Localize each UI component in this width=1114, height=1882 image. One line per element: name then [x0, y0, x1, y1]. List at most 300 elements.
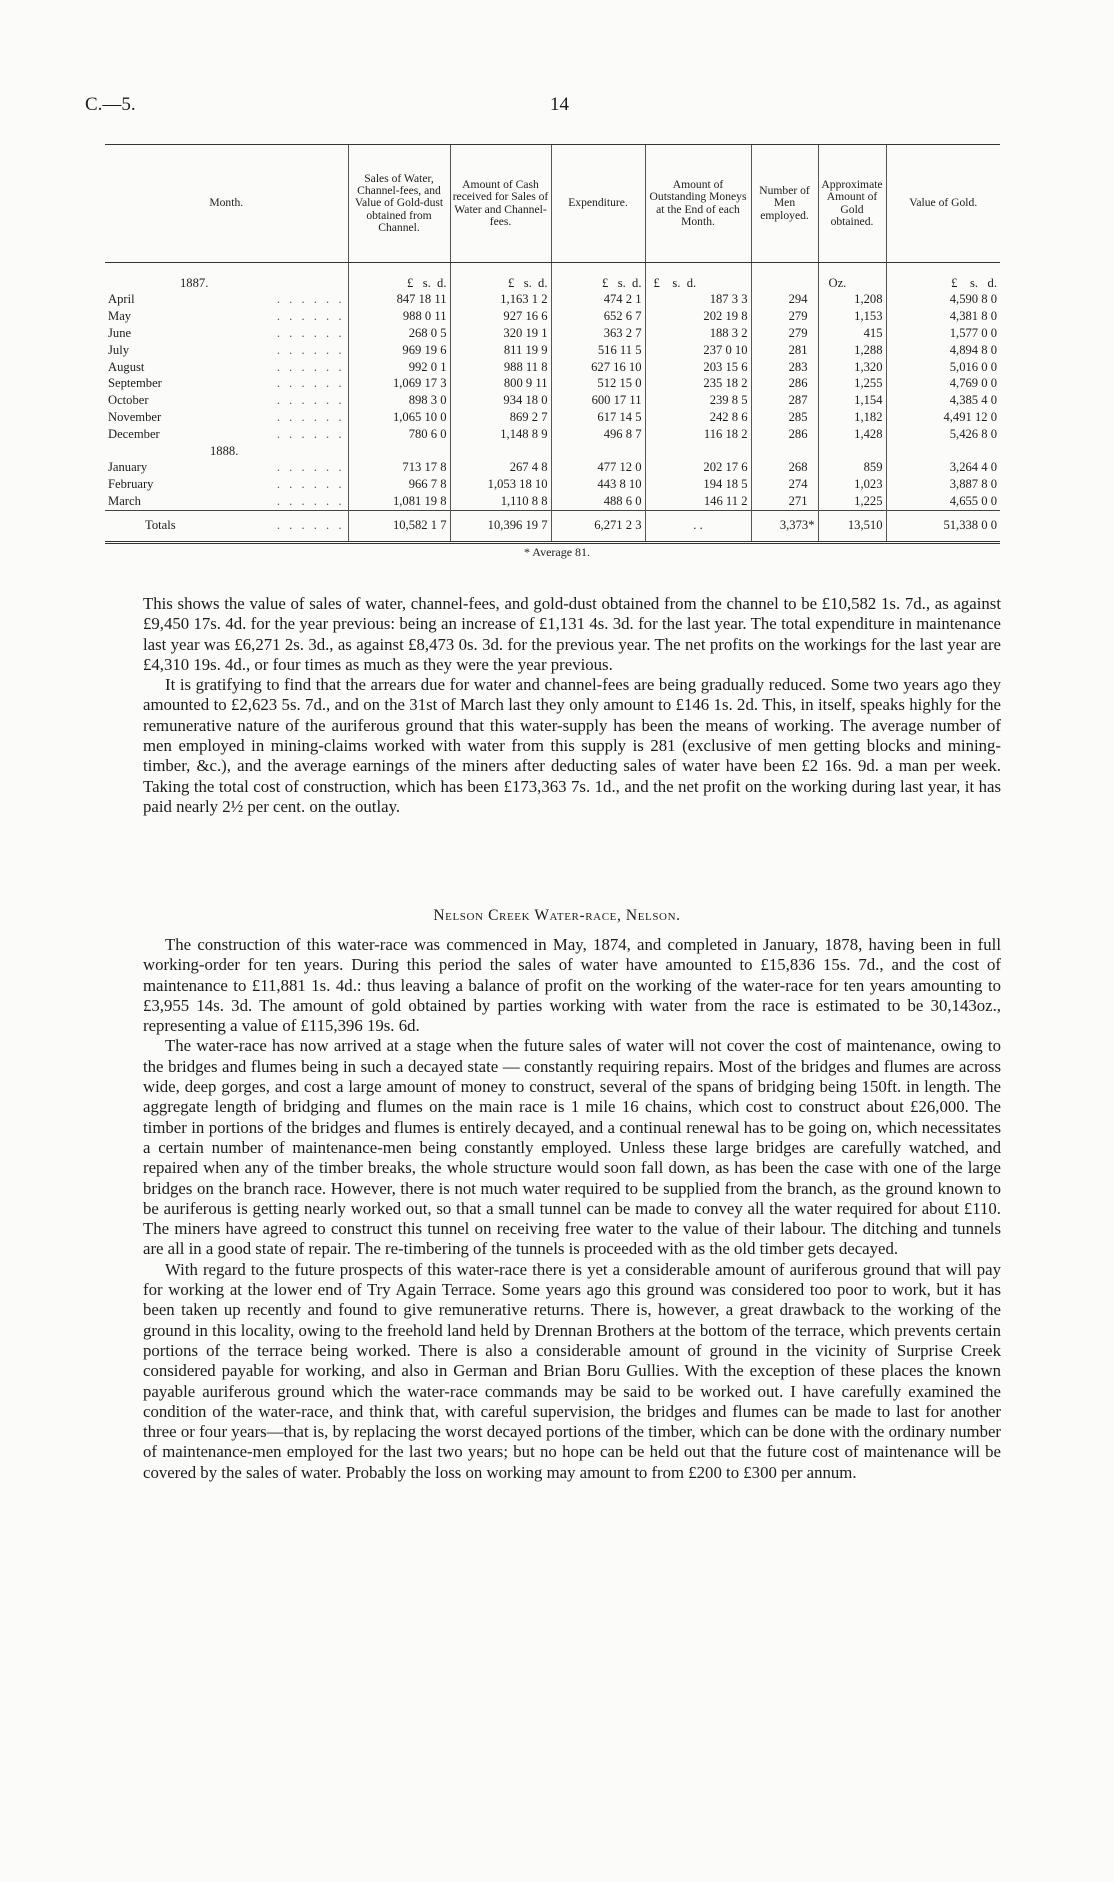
shillings: 8 — [981, 309, 988, 324]
shillings: 18 — [725, 477, 739, 492]
pounds: 51,338 — [943, 518, 979, 533]
pounds: 3,264 — [949, 460, 979, 475]
pence: 0 — [990, 393, 997, 408]
col-cash: Amount of Cash received for Sales of Water and Channel-fees. — [450, 145, 551, 263]
cell-gold-value — [886, 376, 1000, 393]
shillings: 0 — [981, 493, 988, 508]
cell-outstanding — [645, 359, 751, 376]
pence: 0 — [541, 393, 548, 408]
pounds: 4,894 — [949, 342, 979, 357]
cell-men: 271 — [751, 493, 818, 510]
shillings: 11 — [725, 493, 739, 508]
total-gold-value — [886, 511, 1000, 543]
pence: 0 — [440, 409, 447, 424]
pounds: 188 — [709, 325, 729, 340]
year-label: 1888. — [210, 443, 239, 458]
cell-gold-oz: 859 — [818, 460, 886, 477]
cell-outstanding — [645, 376, 751, 393]
shillings: 0 — [981, 376, 988, 391]
paragraph: The construction of this water-race was commenced in May, 1874, and completed in January, 1878, having been in full working-order for ten years. During this period the sales of water have amounted to £15,836 15s. 7d., and the cost of maintenance to £11,881 1s. 4d.: thus leaving a balance of profit on the working of the water-race for ten years amounting to £3,955 14s. 3d. The amount of gold obtained by parties working with water from the race is estimated to be 30,143oz., representing a value of £115,396 19s. 6d. — [143, 935, 1001, 1036]
year-label: 1887. — [180, 275, 209, 290]
shillings: 4 — [981, 460, 988, 475]
cell-cash — [450, 493, 551, 510]
totals-row — [105, 511, 1000, 543]
shillings: 8 — [731, 393, 739, 408]
table-row — [105, 460, 1000, 477]
total-gold-oz: 13,510 — [818, 511, 886, 543]
shillings: 8 — [619, 477, 626, 492]
pence: 7 — [635, 325, 642, 340]
pence: 11 — [434, 292, 447, 307]
cell-cash — [450, 477, 551, 494]
body-text-1 — [143, 594, 1001, 817]
shillings: 17 — [725, 460, 739, 475]
cell-men: 279 — [751, 309, 818, 326]
cell-men: 287 — [751, 393, 818, 410]
cell-gold-oz: 415 — [818, 325, 886, 342]
shillings: 0 — [981, 359, 988, 374]
shillings: 15 — [725, 359, 739, 374]
shillings: 0 — [430, 325, 438, 340]
pounds: 496 — [603, 426, 623, 441]
pounds: 5,426 — [949, 426, 979, 441]
units-row — [105, 263, 1000, 292]
table-row — [105, 309, 1000, 326]
leader-dots: . . . . . . — [276, 309, 345, 324]
pounds: 320 — [503, 325, 523, 340]
cell-men: 286 — [751, 376, 818, 393]
pence: 5 — [440, 325, 447, 340]
pence: 11 — [535, 376, 548, 391]
pence: 0 — [990, 460, 997, 475]
pence: 8 — [440, 477, 447, 492]
pounds: 474 — [603, 292, 623, 307]
unit-oz: Oz. — [818, 263, 886, 292]
table-row — [105, 359, 1000, 376]
shillings: 19 — [525, 342, 539, 357]
shillings: 0 — [424, 309, 432, 324]
pence: 7 — [440, 518, 447, 533]
page-header — [85, 94, 1029, 118]
pence: 8 — [440, 493, 447, 508]
pounds: 780 — [408, 426, 428, 441]
pence: 2 — [741, 493, 748, 508]
pence: 6 — [541, 309, 548, 324]
cell-gold-value — [886, 292, 1000, 309]
pounds: 5,016 — [949, 359, 979, 374]
cell-sales — [348, 477, 450, 494]
shillings: 8 — [531, 426, 539, 441]
document-reference: C.—5. — [85, 94, 136, 115]
shillings: 17 — [424, 376, 438, 391]
pence: 5 — [741, 393, 748, 408]
month-name: October — [108, 393, 149, 408]
body-text-2 — [143, 935, 1001, 1483]
unit-shilling: s. — [672, 275, 681, 290]
total-sales — [348, 511, 450, 543]
shillings: 1 — [430, 518, 438, 533]
shillings: 11 — [525, 359, 539, 374]
shillings: 8 — [531, 493, 539, 508]
shillings: 18 — [525, 393, 539, 408]
unit-pence: d. — [987, 275, 997, 290]
pence: 8 — [541, 359, 548, 374]
cell-sales — [348, 359, 450, 376]
total-expenditure — [551, 511, 645, 543]
cell-expenditure — [551, 460, 645, 477]
cell-expenditure — [551, 292, 645, 309]
pounds: 652 — [603, 309, 623, 324]
pounds: 992 — [408, 359, 428, 374]
pounds: 267 — [509, 460, 529, 475]
unit-pound: £ — [507, 275, 515, 290]
pence: 0 — [635, 460, 642, 475]
cell-outstanding — [645, 477, 751, 494]
cell-gold-oz: 1,288 — [818, 342, 886, 359]
total-cash — [450, 511, 551, 543]
pounds: 512 — [597, 376, 617, 391]
shillings: 19 — [725, 309, 739, 324]
pounds: 363 — [603, 325, 623, 340]
pence: 0 — [990, 493, 997, 508]
pounds: 988 — [402, 309, 422, 324]
shillings: 3 — [430, 393, 438, 408]
paragraph: This shows the value of sales of water, channel-fees, and gold-dust obtained from the channel to be £10,582 1s. 7d., as against £9,450 17s. 4d. for the year previous: being an increase of £1,131 4s. 3d. for the last year. The total expenditure in maintenance last year was £6,271 2s. 3d., as against £8,473 0s. 3d. for the previous year. The net profits on the workings for the last year are £4,310 19s. 4d., or four times as much as they were the year previous. — [143, 594, 1001, 674]
month-name: August — [108, 359, 145, 374]
pounds: 1,110 — [500, 493, 529, 508]
pence: 0 — [440, 393, 447, 408]
footnote: * Average 81. — [523, 545, 591, 559]
shillings: 11 — [619, 342, 633, 357]
pounds: 1,148 — [500, 426, 529, 441]
pence: 0 — [990, 518, 997, 533]
pounds: 988 — [503, 359, 523, 374]
pence: 7 — [541, 409, 548, 424]
cell-men: 274 — [751, 477, 818, 494]
pence: 0 — [990, 426, 997, 441]
total-men: 3,373* — [751, 511, 818, 543]
unit-pound: £ — [406, 275, 414, 290]
cell-gold-value — [886, 477, 1000, 494]
paragraph: It is gratifying to find that the arrears due for water and channel-fees are being gradually reduced. Some two years ago they amounted to £2,623 5s. 7d., and on the 31st of March last they only amount to £146 1s. 2d. This, in itself, speaks highly for the remunerative nature of the auriferous ground that this water-supply has been the means of working. The average number of men employed in mining-claims worked with water from this supply is 281 (exclusive of men getting blocks and mining-timber, &c.), and the average earnings of the miners after deducting sales of water have been £2 16s. 9d. a man per week. Taking the total cost of construction, which has been £173,363 7s. 1d., and the net profit on the working during last year, it has paid nearly 2½ per cent. on the outlay. — [143, 675, 1001, 816]
leader-dots: . . . . . . — [276, 376, 345, 391]
col-men: Number of Men employed. — [751, 145, 818, 263]
water-race-table — [105, 144, 1000, 544]
shillings: 8 — [625, 426, 633, 441]
leader-dots: . . . . . . — [276, 493, 345, 508]
pence: 6 — [741, 359, 748, 374]
pounds: 627 — [591, 359, 610, 374]
leader-dots: . . . . . . — [276, 342, 345, 357]
shillings: 16 — [613, 359, 626, 374]
cell-sales — [348, 309, 450, 326]
leader-dots: . . . . . . — [276, 292, 345, 307]
pounds: 927 — [503, 309, 523, 324]
pounds: 203 — [703, 359, 723, 374]
col-month: Month. — [105, 145, 348, 263]
cell-gold-value — [886, 309, 1000, 326]
month-name: July — [108, 342, 129, 357]
pounds: 898 — [408, 393, 428, 408]
col-gold-value: Value of Gold. — [886, 145, 1000, 263]
cell-gold-value — [886, 342, 1000, 359]
shillings: 6 — [625, 309, 633, 324]
shillings: 16 — [525, 309, 539, 324]
pence: 0 — [990, 309, 997, 324]
pounds: 187 — [709, 292, 729, 307]
cell-sales — [348, 409, 450, 426]
pence: 9 — [541, 426, 548, 441]
pounds: 237 — [703, 342, 723, 357]
pounds: 6,271 — [594, 518, 623, 533]
pence: 0 — [990, 292, 997, 307]
pence: 0 — [990, 376, 997, 391]
pounds: 869 — [509, 409, 529, 424]
page-number: 14 — [550, 94, 569, 115]
cell-outstanding — [645, 393, 751, 410]
cell-sales — [348, 426, 450, 443]
cell-gold-oz: 1,225 — [818, 493, 886, 510]
pence: 2 — [741, 426, 748, 441]
pounds: 488 — [603, 493, 623, 508]
leader-dots: . . . . . . — [276, 325, 345, 340]
cell-cash — [450, 342, 551, 359]
pounds: 194 — [703, 477, 723, 492]
shillings: 9 — [525, 376, 533, 391]
leader-dots: . . . . . . — [276, 460, 345, 475]
pence: 9 — [541, 342, 548, 357]
cell-expenditure — [551, 309, 645, 326]
leader-dots: . . . . . . — [276, 477, 345, 492]
pounds: 713 — [402, 460, 422, 475]
col-expenditure: Expenditure. — [551, 145, 645, 263]
pounds: 239 — [709, 393, 729, 408]
year-row — [105, 443, 1000, 460]
shillings: 17 — [424, 460, 438, 475]
cell-outstanding — [645, 325, 751, 342]
shillings: 15 — [619, 376, 633, 391]
pence: 5 — [635, 342, 642, 357]
pounds: 202 — [703, 309, 723, 324]
leader-dots: . . . . . . — [276, 359, 345, 374]
month-name: May — [108, 309, 132, 324]
pence: 8 — [541, 460, 548, 475]
shillings: 8 — [981, 426, 988, 441]
leader-dots: . . . . . . — [276, 409, 345, 424]
cell-outstanding — [645, 493, 751, 510]
shillings: 4 — [531, 460, 539, 475]
cell-men: 286 — [751, 426, 818, 443]
shillings: 19 — [525, 325, 539, 340]
cell-outstanding — [645, 426, 751, 443]
pence: 10 — [628, 359, 642, 374]
table-row — [105, 342, 1000, 359]
pounds: 1,053 — [487, 477, 516, 492]
pounds: 1,069 — [392, 376, 422, 391]
cell-sales — [348, 325, 450, 342]
cell-outstanding — [645, 342, 751, 359]
pence: 6 — [741, 409, 748, 424]
cell-cash — [450, 393, 551, 410]
cell-men: 294 — [751, 292, 818, 309]
pounds: 4,590 — [949, 292, 979, 307]
pounds: 617 — [597, 409, 617, 424]
pounds: 477 — [597, 460, 617, 475]
pence: 10 — [534, 477, 548, 492]
shillings: 18 — [519, 477, 532, 492]
leader-dots: . . . . . . — [276, 393, 345, 408]
pounds: 4,381 — [949, 309, 979, 324]
pounds: 202 — [703, 460, 723, 475]
shillings: 19 — [424, 493, 438, 508]
cell-outstanding — [645, 409, 751, 426]
cell-gold-oz: 1,153 — [818, 309, 886, 326]
cell-men: 279 — [751, 325, 818, 342]
cell-expenditure — [551, 359, 645, 376]
total-outstanding: . . — [645, 511, 751, 543]
pounds: 847 — [396, 292, 416, 307]
unit-pound: £ — [951, 275, 958, 290]
cell-sales — [348, 460, 450, 477]
pounds: 969 — [402, 342, 422, 357]
pounds: 1,065 — [392, 409, 422, 424]
cell-expenditure — [551, 477, 645, 494]
shillings: 18 — [725, 426, 739, 441]
pence: 1 — [541, 325, 548, 340]
cell-gold-oz: 1,023 — [818, 477, 886, 494]
unit-shilling: s. — [970, 275, 979, 290]
unit-shilling: s. — [422, 275, 431, 290]
unit-pound: £ — [601, 275, 609, 290]
pence: 6 — [741, 460, 748, 475]
cell-expenditure — [551, 409, 645, 426]
cell-sales — [348, 376, 450, 393]
cell-sales — [348, 393, 450, 410]
shillings: 0 — [725, 342, 732, 357]
table-row — [105, 426, 1000, 443]
cell-gold-value — [886, 493, 1000, 510]
pounds: 4,769 — [949, 376, 979, 391]
pence: 0 — [990, 359, 997, 374]
cell-men: 281 — [751, 342, 818, 359]
pence: 0 — [990, 409, 997, 424]
pence: 10 — [734, 342, 748, 357]
unit-shilling: s. — [617, 275, 626, 290]
pence: 2 — [741, 376, 748, 391]
shillings: 8 — [731, 409, 739, 424]
cell-gold-value — [886, 359, 1000, 376]
pence: 6 — [440, 342, 447, 357]
month-name: June — [108, 325, 132, 340]
cell-gold-oz: 1,255 — [818, 376, 886, 393]
cell-cash — [450, 409, 551, 426]
pence: 3 — [635, 518, 642, 533]
pence: 1 — [440, 359, 447, 374]
table-row — [105, 477, 1000, 494]
table-row — [105, 493, 1000, 510]
month-name: February — [108, 477, 154, 492]
month-name: March — [108, 493, 141, 508]
pounds: 242 — [709, 409, 729, 424]
cell-expenditure — [551, 426, 645, 443]
pounds: 4,655 — [949, 493, 979, 508]
pounds: 235 — [703, 376, 723, 391]
cell-expenditure — [551, 342, 645, 359]
shillings: 2 — [625, 325, 633, 340]
pounds: 443 — [597, 477, 617, 492]
cell-cash — [450, 426, 551, 443]
pounds: 811 — [503, 342, 523, 357]
section-title: Nelson Creek Water-race, Nelson. — [433, 907, 681, 924]
pence: 7 — [541, 518, 548, 533]
pounds: 268 — [408, 325, 428, 340]
pence: 5 — [741, 477, 748, 492]
cell-men: 285 — [751, 409, 818, 426]
totals-label: Totals — [145, 518, 176, 533]
month-name: January — [108, 460, 148, 475]
shillings: 18 — [725, 376, 739, 391]
shillings: 6 — [625, 493, 633, 508]
shillings: 19 — [424, 342, 438, 357]
cell-gold-value — [886, 409, 1000, 426]
unit-pence: d. — [437, 275, 447, 290]
shillings: 12 — [619, 460, 633, 475]
leader-dots: . . . . . . — [276, 518, 345, 533]
pounds: 600 — [591, 393, 611, 408]
leader-dots: . . . . . . — [276, 426, 345, 441]
cell-sales — [348, 342, 450, 359]
cell-expenditure — [551, 376, 645, 393]
pence: 8 — [541, 493, 548, 508]
pence: 5 — [635, 409, 642, 424]
shillings: 2 — [625, 518, 633, 533]
pence: 0 — [440, 426, 447, 441]
pence: 11 — [629, 393, 642, 408]
shillings: 8 — [981, 292, 988, 307]
shillings: 8 — [981, 477, 988, 492]
shillings: 0 — [430, 359, 438, 374]
pounds: 1,163 — [500, 292, 529, 307]
cell-men: 268 — [751, 460, 818, 477]
shillings: 17 — [613, 393, 627, 408]
cell-expenditure — [551, 325, 645, 342]
shillings: 0 — [981, 325, 988, 340]
pence: 0 — [990, 325, 997, 340]
pounds: 934 — [503, 393, 523, 408]
unit-pence: d. — [686, 275, 697, 290]
cell-outstanding — [645, 309, 751, 326]
unit-shilling: s. — [523, 275, 532, 290]
unit-pound: £ — [653, 275, 660, 290]
shillings: 1 — [531, 292, 539, 307]
pence: 8 — [440, 460, 447, 475]
pounds: 1,577 — [949, 325, 979, 340]
cell-men: 283 — [751, 359, 818, 376]
unit-pence: d. — [632, 275, 642, 290]
cell-expenditure — [551, 393, 645, 410]
shillings: 8 — [981, 342, 988, 357]
pounds: 146 — [703, 493, 723, 508]
table-row — [105, 393, 1000, 410]
shillings: 2 — [625, 292, 633, 307]
pounds: 10,582 — [392, 518, 428, 533]
month-name: September — [108, 376, 162, 391]
shillings: 0 — [981, 518, 988, 533]
cell-cash — [450, 309, 551, 326]
table-row — [105, 409, 1000, 426]
paragraph: With regard to the future prospects of this water-race there is yet a considerable amount of auriferous ground that will pay for working at the lower end of Try Again Terrace. Some years ago this ground was considered too poor to work, but it has been taken up recently and found to give remunerative returns. There is, however, a great drawback to the working of the ground in this locality, owing to the freehold land held by Drennan Brothers at the bottom of the terrace, which prevents certain portions of the terrace being worked. There is also a considerable amount of ground in the vicinity of Surprise Creek considered payable for working, and also in German and Brian Boru Gullies. With the exception of these places the known payable auriferous ground which the water-race commands may be said to be worked out. I have carefully examined the condition of the water-race, and think that, with careful supervision, the bridges and flumes can be made to last for another three or four years—that is, by replacing the worst decayed portions of the timber, which can be done with the ordinary number of maintenance-men employed for the last two years; but no hope can be held out that the future cost of maintenance will be covered by the sales of water. Probably the loss on working may amount to from £200 to £300 per annum. — [143, 1259, 1001, 1482]
pence: 2 — [741, 325, 748, 340]
